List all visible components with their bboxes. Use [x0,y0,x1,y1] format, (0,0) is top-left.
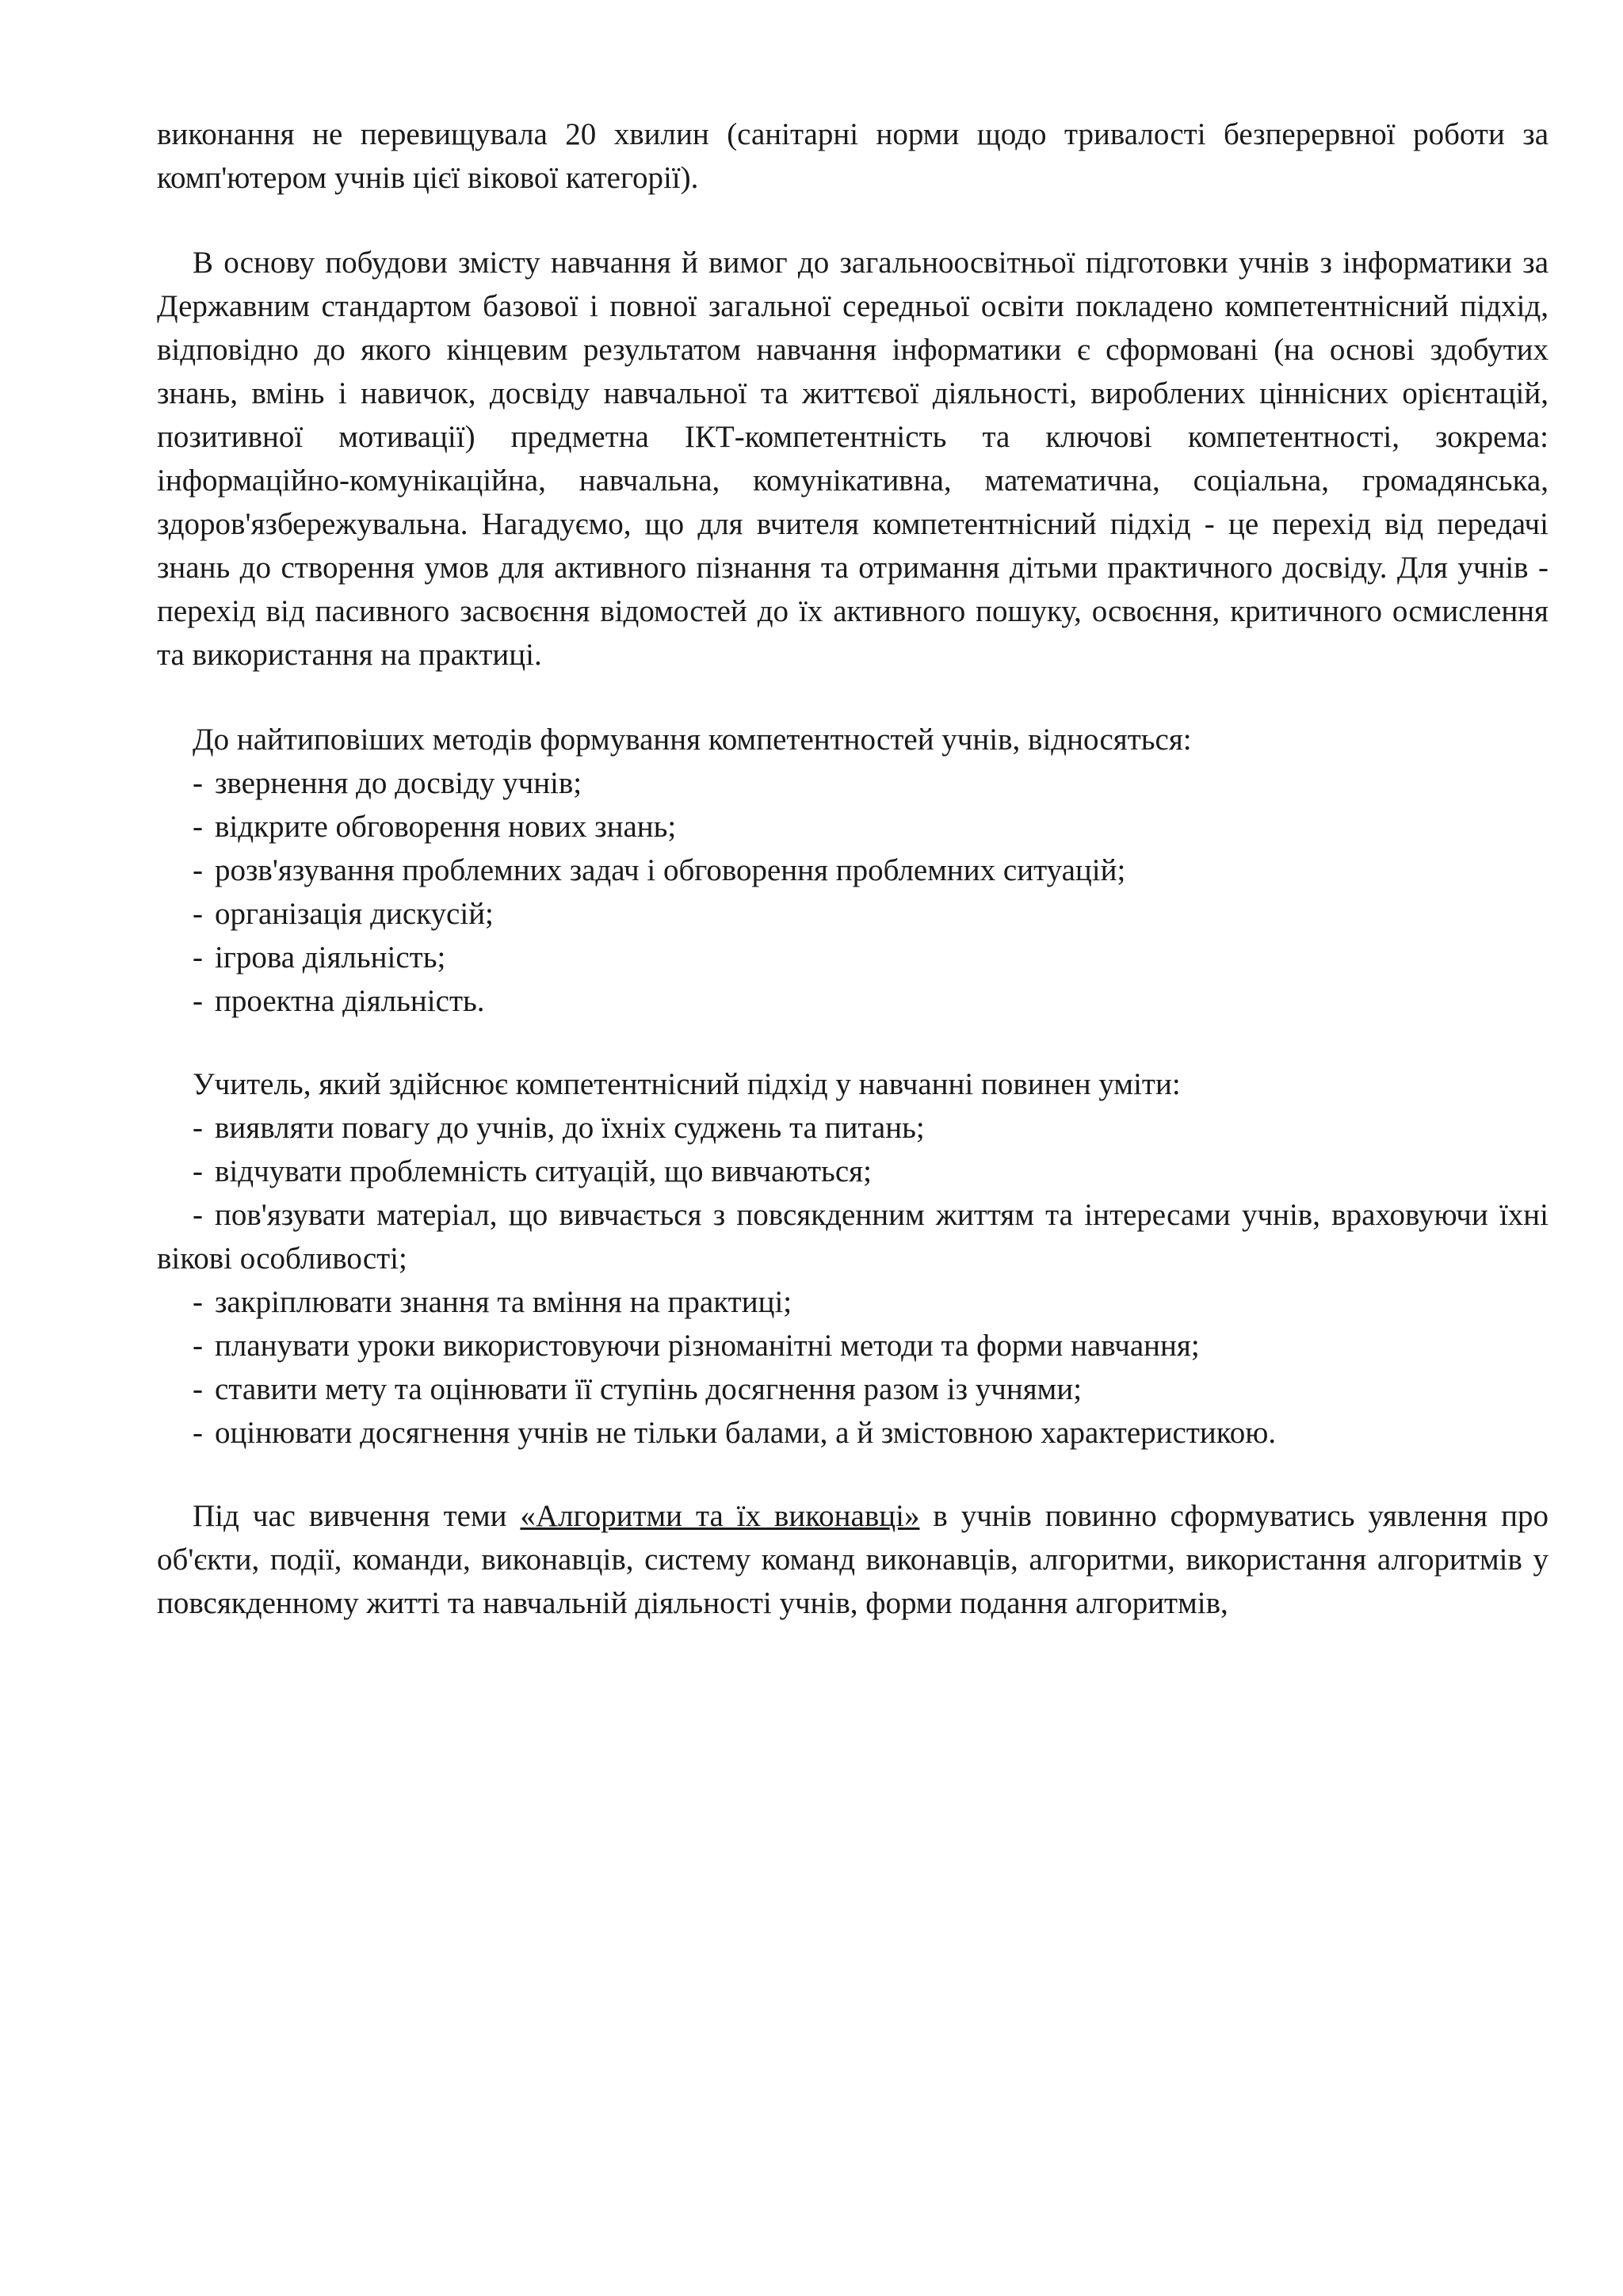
list-dash: - [193,766,203,800]
list-item-text: планувати уроки використовуючи різноманітні методи та форми навчання; [215,1329,1200,1363]
document-page [157,113,1549,1625]
list-item-text: ігрова діяльність; [215,940,446,974]
final-text-after: в учнів повинно сформуватись уявлення про об'єкти, події, команди, виконавців, систему команд виконавців, алгоритми, використання алгоритмів у повсякденному житті та навчальній діяльності учнів, форми подання алгоритмів, [157,1499,1549,1620]
list-item [157,936,1549,979]
list-dash: - [193,897,203,931]
list-item [157,1150,1549,1193]
topic-link[interactable]: «Алгоритми та їх виконавці» [520,1499,920,1533]
list-item [157,1411,1549,1455]
paragraph-continuation: виконання не перевищувала 20 хвилин (санітарні норми щодо тривалості безперервної роботи за комп'ютером учнів цієї вікової категорії). [157,117,1549,195]
list-item-text: проектна діяльність. [215,984,485,1018]
paragraph-algorithms-topic [157,1494,1549,1625]
list-dash: - [193,984,203,1018]
list-item [157,1193,1549,1280]
list-dash: - [193,940,203,974]
list-item [157,1324,1549,1367]
teacher-intro: Учитель, який здійснює компетентнісний підхід у навчанні повинен уміти: [193,1067,1181,1101]
final-text-before: Під час вивчення теми [193,1499,521,1533]
list-item-text: розв'язування проблемних задач і обговорення проблемних ситуацій; [215,853,1126,887]
list-dash: - [193,1285,203,1319]
list-dash: - [193,1111,203,1145]
list-item-text: пов'язувати матеріал, що вивчається з повсякденним життям та інтересами учнів, враховуючи їхні вікові особливості; [157,1198,1549,1276]
list-item [157,1106,1549,1150]
list-item [157,849,1549,892]
list-item-text: закріплювати знання та вміння на практиці; [215,1285,792,1319]
list-dash: - [193,1416,203,1450]
list-item [157,1367,1549,1411]
list-item [157,979,1549,1023]
methods-intro: До найтиповіших методів формування компетентностей учнів, відносяться: [193,723,1192,757]
paragraph-competence-approach: В основу побудови змісту навчання й вимог до загальноосвітньої підготовки учнів з інформатики за Державним стандартом базової і повної загальної середньої освіти покладено компетентнісний підхід, відповідно до якого кінцевим результатом навчання інформатики є сформовані (на основі здобутих знань, вмінь і навичок, досвіду навчальної та життєвої діяльності, вироблених ціннісних орієнтацій, позитивної мотивації) предметна ІКТ-компетентність та ключові компетентності, зокрема: інформаційно-комунікаційна, навчальна, комунікативна, математична, соціальна, громадянська, здоров'язбережувальна. Нагадуємо, що для вчителя компетентнісний підхід - це перехід від передачі знань до створення умов для активного пізнання та отримання дітьми практичного досвіду. Для учнів - перехід від пасивного засвоєння відомостей до їх активного пошуку, освоєння, критичного осмислення та використання на практиці. [157,246,1549,672]
list-dash: - [193,1372,203,1406]
list-item-text: звернення до досвіду учнів; [215,766,582,800]
list-dash: - [193,1198,203,1232]
list-dash: - [193,1329,203,1363]
list-dash: - [193,1154,203,1188]
list-item-text: виявляти повагу до учнів, до їхніх суджень та питань; [215,1111,925,1145]
list-item [157,761,1549,805]
list-item [157,1280,1549,1324]
list-item-text: оцінювати досягнення учнів не тільки балами, а й змістовною характеристикою. [215,1416,1277,1450]
list-item [157,805,1549,849]
list-dash: - [193,810,203,844]
list-item-text: ставити мету та оцінювати її ступінь досягнення разом із учнями; [215,1372,1083,1406]
methods-list [157,761,1549,1023]
list-item-text: відкрите обговорення нових знань; [215,810,677,844]
list-item-text: організація дискусій; [215,897,494,931]
teacher-skills-list [157,1106,1549,1455]
list-item [157,892,1549,936]
list-item-text: відчувати проблемність ситуацій, що вивчаються; [215,1154,872,1188]
list-dash: - [193,853,203,887]
